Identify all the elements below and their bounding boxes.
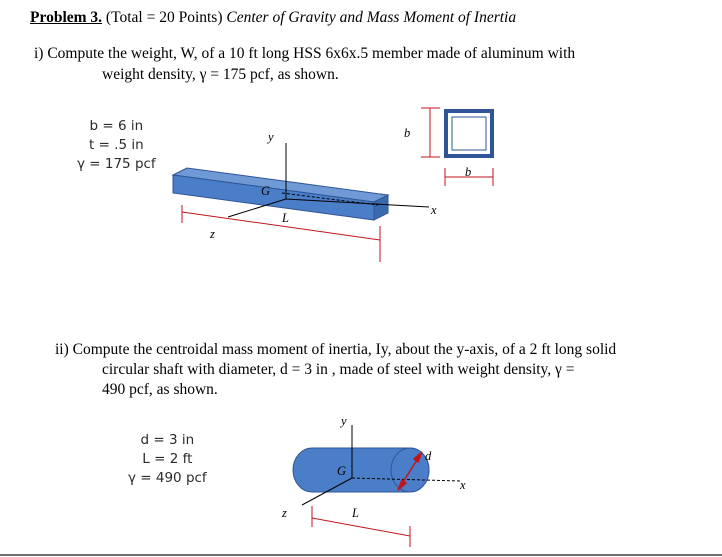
shaft-length-dimension: [312, 506, 410, 547]
problem-label: Problem 3.: [30, 9, 103, 26]
problem-total: (Total = 20 Points): [102, 9, 227, 26]
shaft-length-label: L: [352, 506, 359, 520]
given-gamma: γ = 175 pcf: [77, 156, 156, 172]
hss-member: [173, 168, 388, 220]
length-label: L: [282, 211, 289, 225]
given-d: d = 3 in: [140, 432, 195, 448]
part1-text-line1: i) Compute the weight, W, of a 10 ft long HSS 6x6x.5 member made of aluminum with: [34, 45, 576, 62]
page-bottom-rule: [0, 554, 722, 556]
given-L: L = 2 ft: [142, 451, 193, 467]
given-gamma-steel: γ = 490 pcf: [128, 470, 207, 486]
part2-given-values: [128, 431, 207, 488]
part2-text-line2: circular shaft with diameter, d = 3 in , made of steel with weight density, γ =: [102, 361, 575, 378]
b-bottom-label: b: [465, 165, 472, 179]
problem-topic: Center of Gravity and Mass Moment of Inertia: [226, 9, 517, 26]
given-t: t = .5 in: [89, 137, 144, 153]
y-axis-label: y: [268, 130, 274, 144]
z-axis-label: z: [210, 227, 215, 241]
shaft-z-label: z: [282, 506, 287, 520]
b-side-label: b: [404, 126, 411, 140]
given-b: b = 6 in: [89, 118, 144, 134]
part2-text-line1: ii) Compute the centroidal mass moment of inertia, Iy, about the y-axis, of a 2 ft long solid: [55, 341, 617, 358]
centroid-label: G: [261, 184, 271, 198]
x-axis-label: x: [431, 203, 437, 217]
shaft-x-label: x: [460, 478, 466, 492]
shaft-centroid-label: G: [337, 464, 347, 478]
diameter-label: d: [425, 449, 432, 463]
part1-text-line2: weight density, γ = 175 pcf, as shown.: [102, 66, 339, 83]
solid-shaft: [293, 448, 429, 492]
part2-text-line3: 490 pcf, as shown.: [102, 381, 218, 398]
shaft-y-label: y: [341, 414, 347, 428]
